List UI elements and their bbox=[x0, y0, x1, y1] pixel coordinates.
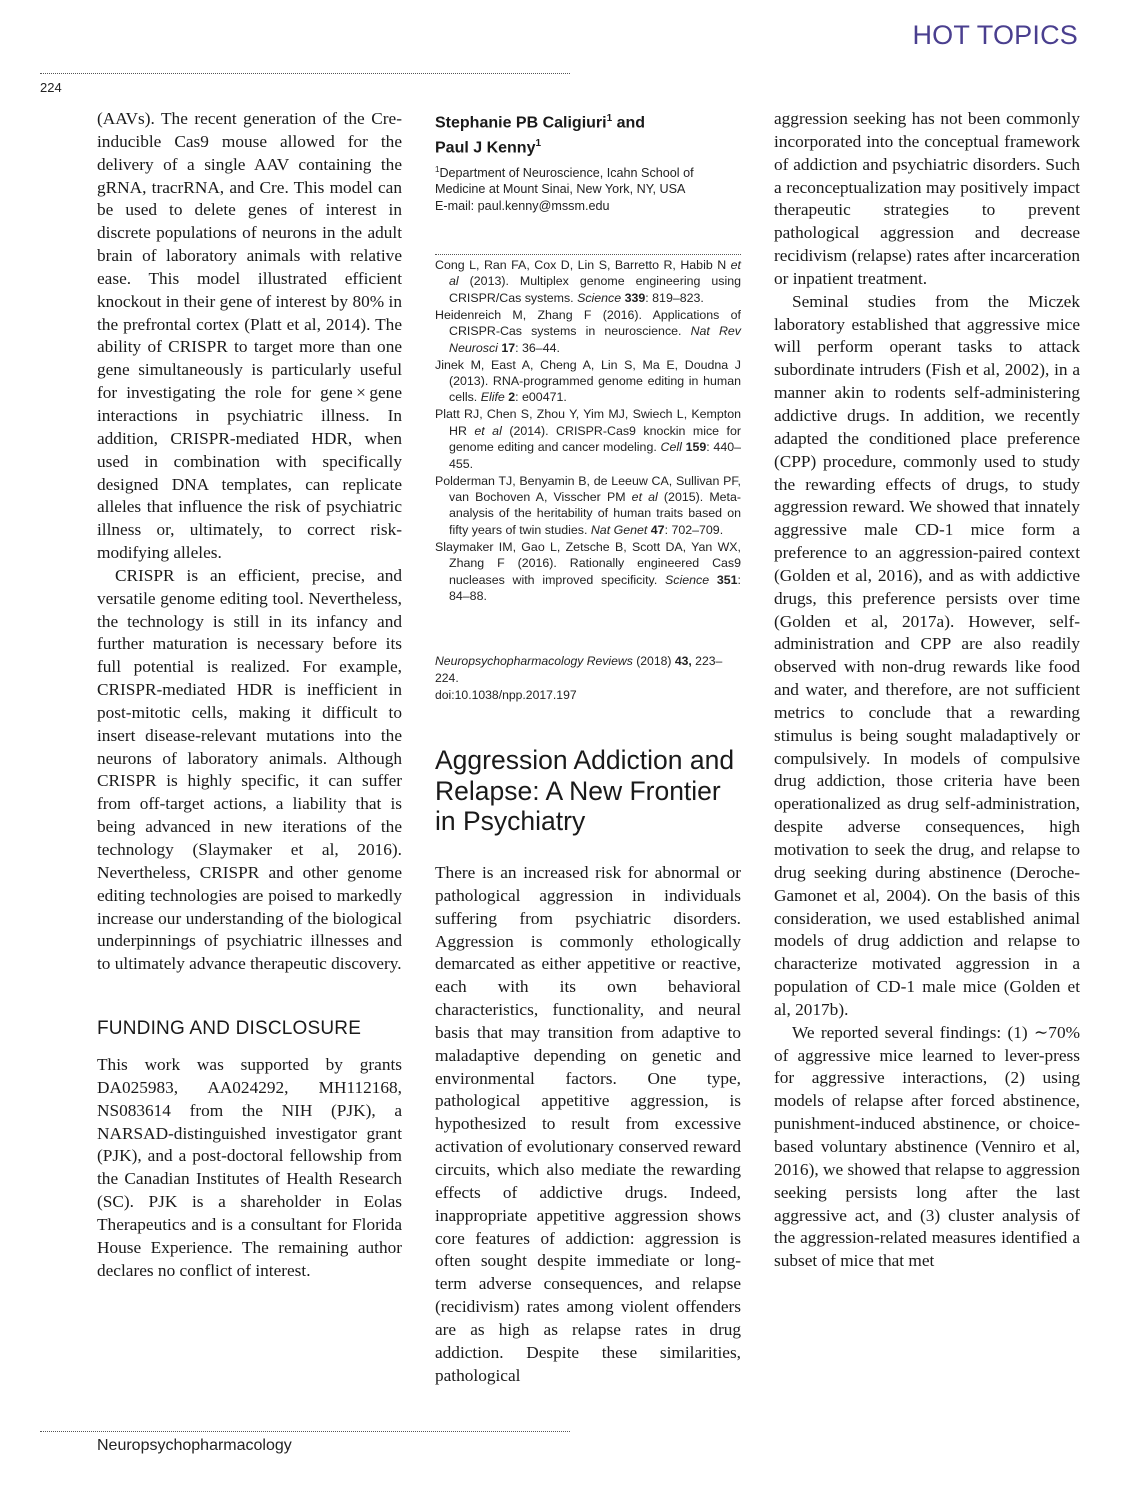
section-label: HOT TOPICS bbox=[912, 20, 1078, 50]
page-number: 224 bbox=[40, 80, 62, 95]
author-1-affil-mark: 1 bbox=[606, 113, 613, 124]
reference-journal: Nat Rev Neurosci bbox=[449, 324, 741, 355]
reference-journal: Nat Genet bbox=[590, 522, 648, 537]
funding-text: This work was supported by grants DA025983, AA024292, MH112168, NS083614 from the NIH (PJK), a NARSAD-distinguished investigator grant (PJK), and a post-doctoral fellowship from the Canadian Institutes of Health Research (SC). PJK is a shareholder in Eolas Therapeutics and is a consultant for Florida House Experience. The remaining author declares no conflict of interest. bbox=[97, 1055, 402, 1280]
author-1: Stephanie PB Caligiuri bbox=[435, 114, 607, 132]
reference-authors: Slaymaker IM, Gao L, Zetsche B, Scott DA, Yan WX, Zhang F (2016). Rationally engineered Cas9 nucleases with improved specificity. bbox=[435, 539, 741, 587]
reference-authors: Platt RJ, Chen S, Zhou Y, Yim MJ, Swiech L, Kempton HR bbox=[435, 407, 741, 438]
affiliation-text: Department of Neuroscience, Icahn School of Medicine at Mount Sinai, New York, NY, USA bbox=[435, 165, 694, 197]
column-right bbox=[774, 108, 1080, 1273]
body-paragraph: Seminal studies from the Miczek laboratory established that aggressive mice will perform operant tasks to attack subordinate intruders (Fish et al, 2002), in a manner akin to rodents self-administering addictive drugs. In addition, we recently adapted the conditioned place preference (CPP) procedure, commonly used to study the rewarding effects of drugs, to study aggression reward. We showed that innately aggressive male CD-1 mice form a preference to an aggression-paired context (Golden et al, 2016), and as with addictive drugs, this preference persists over time (Golden et al, 2017a). However, self-administration and CPP are also readily observed with non-drug rewards like food and water, and therefore, are not sufficient metrics to conclude that a rewarding stimulus is being sought maladaptively or compulsively. In models of compulsive drug addiction, those criteria have been operationalized as drug self-administration, despite adverse consequences, high motivation to seek the drug, and relapse to drug seeking during abstinence (Deroche-Gamonet et al, 2004). On the basis of this consideration, we used established animal models of drug addiction and relapse to characterize motivated aggression in a population of CD-1 male mice (Golden et al, 2017b). bbox=[774, 291, 1080, 1019]
reference-pages: : e00471. bbox=[515, 390, 567, 405]
author-block bbox=[435, 108, 741, 214]
column-middle-text bbox=[435, 862, 741, 1387]
journal-citation bbox=[435, 653, 741, 704]
header-rule bbox=[40, 73, 570, 74]
reference-title: (2014). CRISPR-Cas9 knockin mice for genome editing and cancer modeling. bbox=[449, 423, 741, 455]
reference-volume: 351 bbox=[709, 572, 738, 587]
reference-etal: et al bbox=[449, 258, 741, 289]
reference-pages: : 440–455. bbox=[449, 440, 741, 471]
reference-item bbox=[435, 257, 741, 306]
reference-item bbox=[435, 357, 741, 406]
author-2-affil-mark: 1 bbox=[535, 138, 542, 150]
reference-journal: Cell bbox=[660, 440, 682, 455]
article-title: Aggression Addiction and Relapse: A New Frontier in Psychiatry bbox=[435, 745, 735, 836]
citation-year: (2018) bbox=[632, 654, 675, 668]
reference-authors: Polderman TJ, Benyamin B, de Leeuw CA, Sullivan PF, van Bochoven A, Visscher PM bbox=[435, 473, 741, 505]
citation-pages: 223–224. bbox=[435, 654, 723, 685]
affiliation bbox=[435, 162, 741, 215]
citation-journal: Neuropsychopharmacology Reviews bbox=[435, 654, 633, 668]
body-paragraph: CRISPR is an efficient, precise, and versatile genome editing tool. Nevertheless, the technology is still in its infancy and further maturation is necessary before its full potential is realized. For example, CRISPR-mediated HDR is inefficient in post-mitotic cells, making it difficult to insert disease-relevant mutations into the neurons of laboratory animals. Although CRISPR is highly specific, it can suffer from off-target actions, a liability that is being advanced in new iterations of the technology (Slaymaker et al, 2016). Nevertheless, CRISPR and other genome editing technologies are poised to markedly increase our understanding of the biological underpinnings of psychiatric illnesses and to ultimately advance therapeutic discovery. bbox=[97, 565, 402, 974]
body-paragraph: (AAVs). The recent generation of the Cre-inducible Cas9 mouse allowed for the delivery of a single AAV containing the gRNA, tracrRNA, and Cre. This model can be used to delete genes of interest in discrete populations of neurons in the adult brain of laboratory animals with relative ease. This model illustrated efficient knockout in their gene of interest by 80% in the prefrontal cortex (Platt et al, 2014). The ability of CRISPR to target more than one gene simultaneously is particularly useful for investigating the role for gene × gene interactions in psychiatric illness. In addition, CRISPR-mediated HDR, when used in combination with specifically designed DNA templates, can replicate alleles that influence the risk of psychiatric illness or, ultimately, to correct risk-modifying alleles. bbox=[97, 109, 402, 563]
citation-volume: 43, bbox=[674, 654, 692, 668]
column-left bbox=[97, 108, 402, 1283]
journal-footer: Neuropsychopharmacology bbox=[97, 1437, 292, 1454]
body-paragraph: aggression seeking has not been commonly incorporated into the conceptual framework of addiction and psychiatric disorders. Such a reconceptualization may positively impact therapeutic strategies to prevent pathological aggression and decrease recidivism (relapse) rates after incarceration or inpatient treatment. bbox=[774, 109, 1080, 288]
reference-item bbox=[435, 539, 741, 605]
reference-authors: Heidenreich M, Zhang F (2016). Applications of CRISPR-Cas systems in neuroscience. bbox=[435, 307, 741, 339]
reference-volume: 47 bbox=[647, 522, 665, 537]
body-paragraph: We reported several findings: (1) ∼70% of aggressive mice learned to lever-press for aggressive interactions, (2) using models of relapse after forced abstinence, punishment-induced abstinence, or choice-based voluntary abstinence (Venniro et al, 2016), we showed that relapse to aggression seeking persists long after the last aggressive act, and (3) cluster analysis of the aggression-related measures identified a subset of mice that met bbox=[774, 1022, 1080, 1271]
author-email[interactable]: E-mail: paul.kenny@mssm.edu bbox=[435, 198, 610, 213]
reference-etal: et al bbox=[474, 423, 502, 438]
reference-item bbox=[435, 473, 741, 539]
reference-authors: Cong L, Ran FA, Cox D, Lin S, Barretto R, Habib N bbox=[435, 258, 731, 272]
reference-journal: Elife bbox=[480, 390, 505, 405]
reference-journal: Science bbox=[665, 572, 710, 587]
body-paragraph: There is an increased risk for abnormal or pathological aggression in individuals suffering from psychiatric disorders. Aggression is commonly ethologically demarcated as either appetitive or reactive, each with its own behavioral characteristics, functionality, and neural basis that may transition from adaptive to maladaptive depending on genetic and environmental factors. One type, pathological appetitive aggression, is hypothesized to result from excessive activation of evolutionary conserved reward circuits, which also mediate the rewarding effects of addictive drugs. Indeed, inappropriate appetitive aggression shows core features of addiction: aggression is often sought despite immediate or long-term adverse consequences, and relapse (recidivism) rates among violent offenders are as high as relapse rates in drug addiction. Despite these similarities, pathological bbox=[435, 863, 741, 1385]
references-rule bbox=[435, 254, 741, 255]
reference-volume: 339 bbox=[621, 290, 646, 305]
reference-authors: Jinek M, East A, Cheng A, Lin S, Ma E, Doudna J (2013). RNA-programmed genome editing in human cells. bbox=[435, 357, 741, 405]
reference-journal: Science bbox=[577, 290, 622, 305]
reference-item bbox=[435, 406, 741, 472]
reference-title: (2015). Meta-analysis of the heritability of human traits based on fifty years of twin studies. bbox=[449, 490, 742, 537]
reference-pages: : 819–823. bbox=[645, 290, 704, 305]
footer-rule bbox=[40, 1431, 570, 1432]
affiliation-mark: 1 bbox=[435, 164, 440, 174]
reference-volume: 159 bbox=[681, 440, 707, 455]
reference-pages: : 36–44. bbox=[515, 340, 560, 355]
citation-doi[interactable]: doi:10.1038/npp.2017.197 bbox=[435, 688, 577, 702]
funding-heading: FUNDING AND DISCLOSURE bbox=[97, 1018, 362, 1040]
author-conjunction: and bbox=[612, 114, 646, 132]
reference-pages: : 84–88. bbox=[449, 572, 741, 604]
reference-list bbox=[435, 257, 741, 605]
reference-volume: 2 bbox=[504, 390, 516, 405]
author-2: Paul J Kenny bbox=[435, 139, 536, 157]
author-names bbox=[435, 108, 741, 159]
reference-pages: : 702–709. bbox=[664, 522, 724, 537]
reference-etal: et al bbox=[631, 490, 658, 505]
reference-volume: 17 bbox=[497, 340, 516, 355]
reference-title: (2013). Multiplex genome engineering using CRISPR/Cas systems. bbox=[449, 274, 741, 305]
reference-item bbox=[435, 307, 741, 356]
